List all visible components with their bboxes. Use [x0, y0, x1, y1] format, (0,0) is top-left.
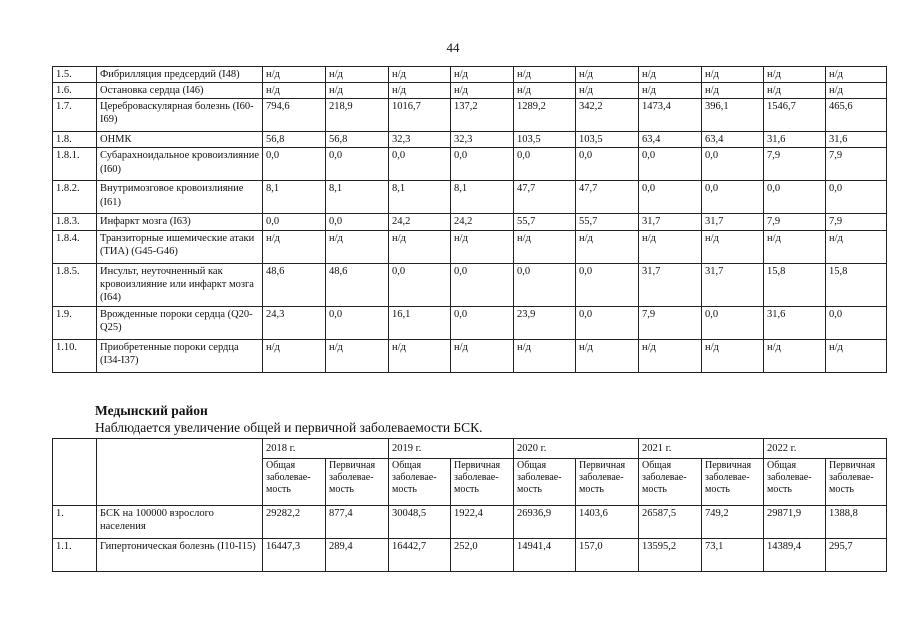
value-cell: 26936,9	[514, 506, 576, 539]
row-code: 1.8.3.	[53, 214, 97, 230]
subheader-primary: Первичная заболевае-мость	[326, 459, 389, 506]
value-cell: н/д	[702, 67, 764, 83]
value-cell: 1388,8	[826, 506, 887, 539]
table-row	[53, 83, 887, 99]
value-cell: н/д	[576, 230, 639, 263]
value-cell: 396,1	[702, 99, 764, 132]
value-cell: н/д	[702, 339, 764, 372]
row-code: 1.8.2.	[53, 181, 97, 214]
table-row	[53, 306, 887, 339]
table-row	[53, 506, 887, 539]
value-cell: н/д	[263, 230, 326, 263]
district-note: Наблюдается увеличение общей и первичной заболеваемости БСК.	[95, 420, 483, 435]
value-cell: 794,6	[263, 99, 326, 132]
value-cell: 0,0	[451, 306, 514, 339]
value-cell: 29871,9	[764, 506, 826, 539]
table-row	[53, 132, 887, 148]
value-cell: 14389,4	[764, 539, 826, 572]
top-data-table	[52, 66, 887, 373]
value-cell: 0,0	[263, 148, 326, 181]
value-cell: 15,8	[764, 263, 826, 306]
value-cell: н/д	[576, 83, 639, 99]
value-cell: 8,1	[451, 181, 514, 214]
row-name: Внутримозговое кровоизлияние (I61)	[97, 181, 263, 214]
subheader-general: Общая заболевае-мость	[764, 459, 826, 506]
value-cell: 31,7	[639, 214, 702, 230]
value-cell: 24,3	[263, 306, 326, 339]
header-blank-code	[53, 439, 97, 506]
value-cell: 0,0	[451, 148, 514, 181]
value-cell: 218,9	[326, 99, 389, 132]
value-cell: 63,4	[639, 132, 702, 148]
value-cell: 31,7	[639, 263, 702, 306]
value-cell: н/д	[576, 339, 639, 372]
table-row	[53, 148, 887, 181]
value-cell: 15,8	[826, 263, 887, 306]
value-cell: 0,0	[326, 306, 389, 339]
value-cell: 137,2	[451, 99, 514, 132]
value-cell: н/д	[514, 339, 576, 372]
row-code: 1.8.5.	[53, 263, 97, 306]
table-row	[53, 214, 887, 230]
value-cell: 0,0	[576, 148, 639, 181]
value-cell: 55,7	[576, 214, 639, 230]
value-cell: 0,0	[576, 306, 639, 339]
value-cell: 1289,2	[514, 99, 576, 132]
year-header: 2022 г.	[764, 439, 887, 459]
value-cell: н/д	[639, 67, 702, 83]
value-cell: 56,8	[326, 132, 389, 148]
value-cell: 749,2	[702, 506, 764, 539]
value-cell: 7,9	[826, 148, 887, 181]
value-cell: 47,7	[576, 181, 639, 214]
value-cell: 7,9	[764, 214, 826, 230]
value-cell: н/д	[326, 230, 389, 263]
subheader-general: Общая заболевае-мость	[639, 459, 702, 506]
value-cell: н/д	[263, 83, 326, 99]
value-cell: н/д	[326, 67, 389, 83]
table-row	[53, 230, 887, 263]
value-cell: н/д	[639, 339, 702, 372]
year-header-row	[53, 439, 887, 459]
value-cell: 0,0	[326, 214, 389, 230]
value-cell: 1403,6	[576, 506, 639, 539]
value-cell: 7,9	[764, 148, 826, 181]
value-cell: н/д	[702, 83, 764, 99]
value-cell: 1922,4	[451, 506, 514, 539]
row-name: БСК на 100000 взрослого населения	[97, 506, 263, 539]
subheader-general: Общая заболевае-мость	[389, 459, 451, 506]
value-cell: н/д	[263, 339, 326, 372]
value-cell: 7,9	[826, 214, 887, 230]
value-cell: 55,7	[514, 214, 576, 230]
value-cell: н/д	[639, 83, 702, 99]
value-cell: 14941,4	[514, 539, 576, 572]
value-cell: 0,0	[389, 148, 451, 181]
value-cell: 0,0	[826, 181, 887, 214]
value-cell: н/д	[326, 339, 389, 372]
row-code: 1.6.	[53, 83, 97, 99]
value-cell: 0,0	[451, 263, 514, 306]
value-cell: 252,0	[451, 539, 514, 572]
row-name: Транзиторные ишемические атаки (ТИА) (G45-G46)	[97, 230, 263, 263]
value-cell: 0,0	[639, 148, 702, 181]
table-row	[53, 99, 887, 132]
subheader-primary: Первичная заболевае-мость	[576, 459, 639, 506]
value-cell: 0,0	[326, 148, 389, 181]
year-header: 2018 г.	[263, 439, 389, 459]
value-cell: н/д	[764, 230, 826, 263]
value-cell: н/д	[764, 67, 826, 83]
value-cell: 24,2	[451, 214, 514, 230]
value-cell: 16442,7	[389, 539, 451, 572]
row-name: ОНМК	[97, 132, 263, 148]
value-cell: 103,5	[576, 132, 639, 148]
value-cell: 31,6	[764, 132, 826, 148]
value-cell: н/д	[389, 83, 451, 99]
year-header: 2020 г.	[514, 439, 639, 459]
value-cell: 31,7	[702, 263, 764, 306]
subheader-general: Общая заболевае-мость	[263, 459, 326, 506]
table-row	[53, 181, 887, 214]
value-cell: н/д	[451, 230, 514, 263]
value-cell: н/д	[514, 83, 576, 99]
year-header: 2021 г.	[639, 439, 764, 459]
row-name: Остановка сердца (I46)	[97, 83, 263, 99]
value-cell: 1546,7	[764, 99, 826, 132]
value-cell: 48,6	[326, 263, 389, 306]
value-cell: н/д	[702, 230, 764, 263]
row-code: 1.9.	[53, 306, 97, 339]
value-cell: 16,1	[389, 306, 451, 339]
row-code: 1.7.	[53, 99, 97, 132]
value-cell: 31,6	[826, 132, 887, 148]
value-cell: 13595,2	[639, 539, 702, 572]
value-cell: 465,6	[826, 99, 887, 132]
value-cell: 29282,2	[263, 506, 326, 539]
value-cell: 0,0	[702, 306, 764, 339]
value-cell: 48,6	[263, 263, 326, 306]
value-cell: 1473,4	[639, 99, 702, 132]
value-cell: 289,4	[326, 539, 389, 572]
row-name: Приобретенные пороки сердца (I34-I37)	[97, 339, 263, 372]
value-cell: н/д	[514, 67, 576, 83]
value-cell: н/д	[389, 339, 451, 372]
value-cell: н/д	[826, 67, 887, 83]
table-row	[53, 339, 887, 372]
value-cell: н/д	[514, 230, 576, 263]
top-table-body	[53, 67, 887, 373]
value-cell: н/д	[826, 339, 887, 372]
value-cell: н/д	[826, 230, 887, 263]
row-name: Гипертоническая болезнь (I10-I15)	[97, 539, 263, 572]
value-cell: 30048,5	[389, 506, 451, 539]
value-cell: 0,0	[764, 181, 826, 214]
value-cell: н/д	[451, 67, 514, 83]
value-cell: 295,7	[826, 539, 887, 572]
value-cell: 32,3	[451, 132, 514, 148]
value-cell: н/д	[764, 339, 826, 372]
row-name: Инфаркт мозга (I63)	[97, 214, 263, 230]
value-cell: 8,1	[389, 181, 451, 214]
value-cell: 0,0	[514, 263, 576, 306]
value-cell: н/д	[389, 230, 451, 263]
row-code: 1.5.	[53, 67, 97, 83]
subheader-general: Общая заболевае-мость	[514, 459, 576, 506]
value-cell: 0,0	[263, 214, 326, 230]
value-cell: н/д	[389, 67, 451, 83]
table-row	[53, 263, 887, 306]
value-cell: н/д	[326, 83, 389, 99]
value-cell: н/д	[451, 83, 514, 99]
value-cell: 0,0	[702, 148, 764, 181]
row-code: 1.8.	[53, 132, 97, 148]
value-cell: 31,7	[702, 214, 764, 230]
value-cell: 47,7	[514, 181, 576, 214]
value-cell: н/д	[764, 83, 826, 99]
value-cell: 23,9	[514, 306, 576, 339]
value-cell: 0,0	[389, 263, 451, 306]
value-cell: 24,2	[389, 214, 451, 230]
subheader-primary: Первичная заболевае-мость	[826, 459, 887, 506]
value-cell: 8,1	[326, 181, 389, 214]
table-row	[53, 67, 887, 83]
value-cell: н/д	[639, 230, 702, 263]
subheader-primary: Первичная заболевае-мость	[451, 459, 514, 506]
year-header: 2019 г.	[389, 439, 514, 459]
value-cell: 103,5	[514, 132, 576, 148]
value-cell: 0,0	[514, 148, 576, 181]
value-cell: 73,1	[702, 539, 764, 572]
bottom-data-table	[52, 438, 887, 572]
value-cell: н/д	[451, 339, 514, 372]
row-name: Фибрилляция предсердий (I48)	[97, 67, 263, 83]
value-cell: н/д	[263, 67, 326, 83]
value-cell: 0,0	[576, 263, 639, 306]
value-cell: 342,2	[576, 99, 639, 132]
subheader-primary: Первичная заболевае-мость	[702, 459, 764, 506]
value-cell: 8,1	[263, 181, 326, 214]
row-name: Цереброваскулярная болезнь (I60-I69)	[97, 99, 263, 132]
row-code: 1.8.1.	[53, 148, 97, 181]
page-number: 44	[446, 40, 460, 55]
row-name: Врожденные пороки сердца (Q20-Q25)	[97, 306, 263, 339]
value-cell: 7,9	[639, 306, 702, 339]
value-cell: 877,4	[326, 506, 389, 539]
value-cell: 16447,3	[263, 539, 326, 572]
value-cell: н/д	[576, 67, 639, 83]
table-row	[53, 539, 887, 572]
value-cell: 31,6	[764, 306, 826, 339]
value-cell: 26587,5	[639, 506, 702, 539]
row-code: 1.	[53, 506, 97, 539]
row-name: Субарахноидальное кровоизлияние (I60)	[97, 148, 263, 181]
value-cell: 0,0	[639, 181, 702, 214]
value-cell: 1016,7	[389, 99, 451, 132]
bottom-table-body	[53, 506, 887, 572]
value-cell: 56,8	[263, 132, 326, 148]
value-cell: 157,0	[576, 539, 639, 572]
row-name: Инсульт, неуточненный как кровоизлияние или инфаркт мозга (I64)	[97, 263, 263, 306]
row-code: 1.10.	[53, 339, 97, 372]
value-cell: 32,3	[389, 132, 451, 148]
value-cell: 63,4	[702, 132, 764, 148]
value-cell: 0,0	[826, 306, 887, 339]
value-cell: н/д	[826, 83, 887, 99]
value-cell: 0,0	[702, 181, 764, 214]
row-code: 1.1.	[53, 539, 97, 572]
header-blank-name	[97, 439, 263, 506]
district-title: Медынский район	[95, 403, 208, 418]
row-code: 1.8.4.	[53, 230, 97, 263]
